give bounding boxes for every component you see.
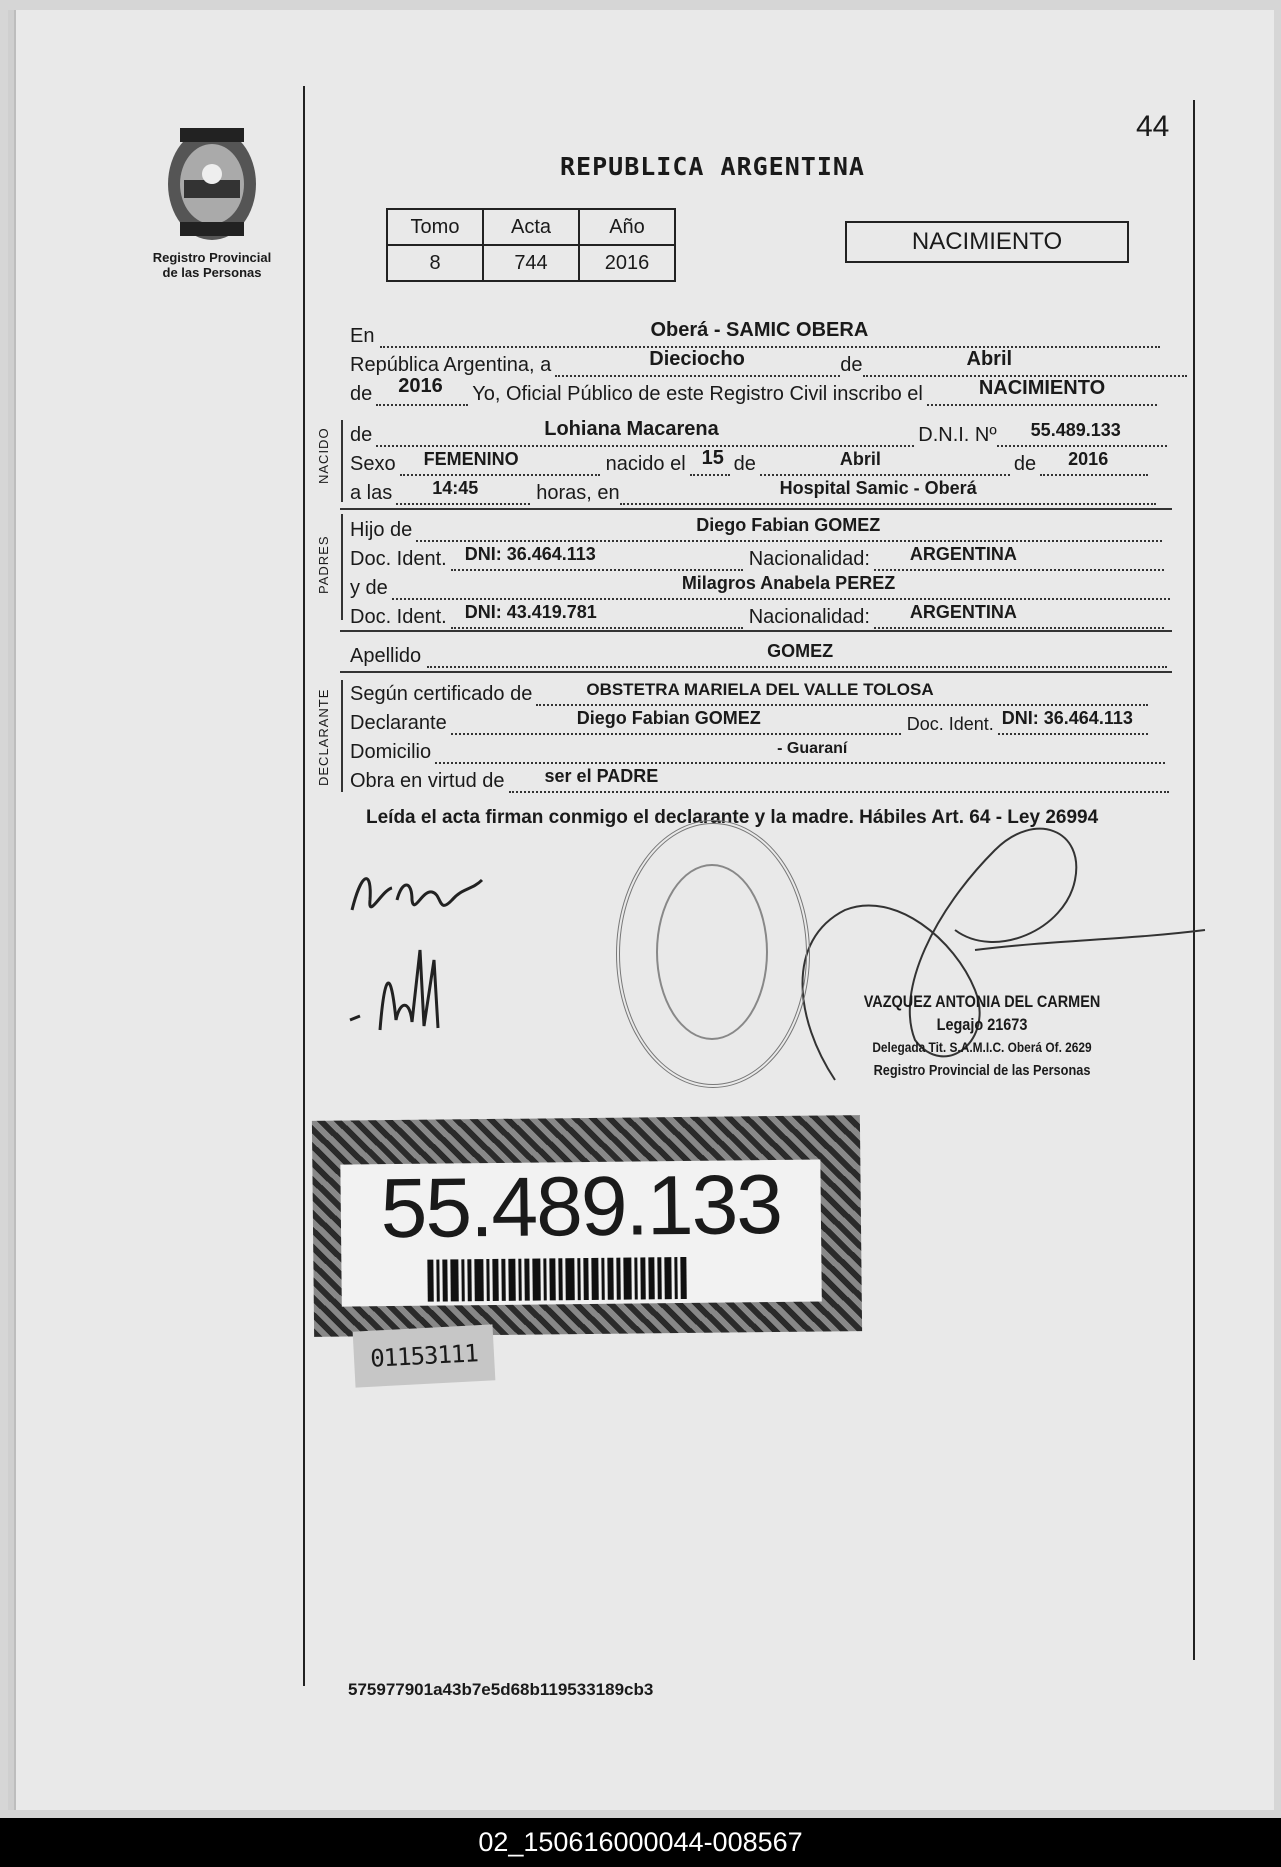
cert-field — [536, 680, 1148, 706]
padres-bar — [341, 514, 343, 620]
y-de-label: y de — [350, 577, 388, 599]
country-title: REPUBLICA ARGENTINA — [560, 152, 865, 181]
declarante-label: Declarante — [350, 712, 447, 734]
register-value-ano: 2016 — [579, 245, 675, 281]
birth-year-value: 2016 — [1068, 449, 1109, 469]
registry-label-line1: Registro Provincial — [152, 250, 272, 265]
padres-section-label: PADRES — [316, 535, 331, 594]
domicilio-value: - Guaraní — [777, 740, 848, 757]
mother-nat-field — [874, 602, 1164, 629]
apellido-label: Apellido — [350, 645, 422, 667]
father-nat-label: Nacionalidad: — [748, 548, 870, 570]
obra-label: Obra en virtud de — [350, 770, 505, 792]
mother-doc-value: DNI: 43.419.781 — [464, 602, 597, 622]
father-doc-field — [451, 544, 743, 571]
stamp-inner-ring — [656, 864, 768, 1040]
mother-value: Milagros Anabela PEREZ — [681, 573, 896, 593]
nacido-bar — [341, 420, 343, 502]
father-nat-value: ARGENTINA — [909, 544, 1017, 564]
nacido-de-label: de — [350, 424, 373, 446]
father-value: Diego Fabian GOMEZ — [696, 515, 881, 535]
nacido-section-label: NACIDO — [316, 427, 331, 484]
mother-nat-label: Nacionalidad: — [748, 606, 870, 628]
mother-nat-value: ARGENTINA — [909, 602, 1017, 622]
alas-label: a las — [350, 482, 393, 504]
birth-month-field — [760, 449, 1010, 476]
child-name-field — [376, 418, 914, 447]
declarante-bar — [341, 680, 343, 792]
obra-value: ser el PADRE — [544, 766, 659, 786]
declarante-line-3 — [350, 736, 1165, 764]
birth-day-field — [690, 447, 730, 476]
signature-madre — [340, 940, 470, 1040]
intro-line-2 — [350, 349, 1187, 377]
ticket-number: 01153111 — [353, 1324, 496, 1387]
official-stamp-icon — [616, 820, 810, 1088]
barcode-number: 55.489.133 — [380, 1156, 782, 1256]
nacido-el-label: nacido el — [605, 453, 686, 475]
nacido-line-1 — [350, 419, 1167, 447]
left-margin-rule — [303, 86, 305, 1686]
padres-divider — [340, 630, 1172, 632]
en-label: En — [350, 325, 375, 347]
padres-line-4 — [350, 601, 1164, 629]
barcode-label — [312, 1115, 862, 1337]
officer-block — [855, 990, 1110, 1082]
birth-year-field — [1040, 449, 1148, 476]
decl-doc-field — [998, 708, 1148, 735]
yo-label: Yo, Oficial Público de este Registro Civil inscribo el — [472, 383, 923, 405]
sexo-field — [400, 449, 600, 476]
decl-doc-label: Doc. Ident. — [906, 714, 994, 734]
act-field — [927, 377, 1157, 406]
apellido-field — [427, 641, 1167, 668]
act-type-box: NACIMIENTO — [845, 221, 1129, 263]
birth-place-field — [620, 478, 1156, 505]
time-value: 14:45 — [432, 478, 479, 498]
cert-value: OBSTETRA MARIELA DEL VALLE TOLOSA — [586, 680, 934, 699]
birth-de-label: de — [733, 453, 756, 475]
signature-declarante — [342, 860, 492, 930]
day-value: Dieciocho — [649, 348, 745, 370]
mother-field — [392, 573, 1170, 600]
nacido-divider — [340, 508, 1172, 510]
officer-name: VAZQUEZ ANTONIA DEL CARMEN — [863, 992, 1101, 1011]
birth-month-value: Abril — [839, 449, 881, 469]
declarante-line-1 — [350, 678, 1148, 706]
closing-text: Leída el acta firman conmigo el declarante y la madre. Hábiles Art. 64 - Ley 26994 — [366, 807, 1099, 828]
declarante-line-4 — [350, 765, 1169, 793]
register-value-acta: 744 — [483, 245, 579, 281]
father-doc-label: Doc. Ident. — [350, 548, 447, 570]
register-header-acta: Acta — [483, 209, 579, 245]
month-field — [863, 348, 1187, 377]
birth-day-value: 15 — [701, 447, 724, 469]
padres-line-1 — [350, 514, 1162, 542]
child-dni-field — [997, 420, 1167, 447]
registry-label — [140, 250, 284, 280]
nacido-line-3 — [350, 477, 1156, 505]
officer-role: Delegada Tit. S.A.M.I.C. Oberá Of. 2629 — [872, 1039, 1092, 1055]
birth-place-value: Hospital Samic - Oberá — [779, 478, 977, 498]
de-label: de — [840, 354, 863, 376]
birth-de2-label: de — [1013, 453, 1037, 475]
day-field — [555, 348, 840, 377]
month-value: Abril — [966, 348, 1013, 370]
officer-org: Registro Provincial de las Personas — [873, 1062, 1091, 1079]
mother-doc-field — [451, 602, 743, 629]
registry-label-line2: de las Personas — [162, 265, 262, 280]
register-header-ano: Año — [579, 209, 675, 245]
apellido-value: GOMEZ — [767, 641, 834, 661]
cert-label: Según certificado de — [350, 683, 533, 705]
intro-line-3 — [350, 375, 1157, 406]
place-value: Oberá - SAMIC OBERA — [650, 319, 869, 341]
nacido-line-2 — [350, 448, 1148, 476]
document-hash: 575977901a43b7e5d68b119533189cb3 — [348, 1680, 654, 1699]
page-number: 44 — [1136, 110, 1170, 143]
sexo-label: Sexo — [350, 453, 396, 475]
father-field — [416, 515, 1162, 542]
barcode-inner — [340, 1156, 821, 1307]
child-dni-value: 55.489.133 — [1030, 420, 1121, 440]
declarante-field — [451, 708, 901, 735]
apellido-divider — [340, 671, 1172, 673]
footer-id: 02_150616000044-008567 — [0, 1818, 1281, 1867]
domicilio-label: Domicilio — [350, 741, 432, 763]
mother-doc-label: Doc. Ident. — [350, 606, 447, 628]
apellido-line — [350, 640, 1167, 668]
father-nat-field — [874, 544, 1164, 571]
domicilio-field — [435, 742, 1165, 764]
barcode-bars-icon — [427, 1256, 747, 1301]
padres-line-2 — [350, 543, 1164, 571]
decl-doc-value: DNI: 36.464.113 — [1001, 708, 1133, 728]
register-table — [386, 208, 676, 282]
republica-label: República Argentina, a — [350, 354, 552, 376]
year-value: 2016 — [398, 375, 443, 397]
year-field — [376, 375, 468, 406]
horas-label: horas, en — [536, 482, 620, 504]
time-field — [396, 478, 530, 505]
de2-label: de — [350, 383, 373, 405]
declarante-section-label: DECLARANTE — [316, 688, 331, 786]
officer-legajo: Legajo 21673 — [936, 1015, 1028, 1034]
father-doc-value: DNI: 36.464.113 — [464, 544, 596, 564]
province-coat-of-arms-icon — [160, 122, 264, 246]
register-value-tomo: 8 — [387, 245, 483, 281]
register-header-tomo: Tomo — [387, 209, 483, 245]
declarante-value: Diego Fabian GOMEZ — [576, 708, 761, 728]
intro-line-1 — [350, 320, 1160, 348]
sexo-value: FEMENINO — [423, 449, 519, 469]
child-name-value: Lohiana Macarena — [544, 418, 719, 440]
padres-line-3 — [350, 572, 1170, 600]
act-value: NACIMIENTO — [978, 377, 1106, 399]
hijo-label: Hijo de — [350, 519, 413, 541]
declarante-line-2 — [350, 707, 1148, 735]
place-field — [380, 319, 1160, 348]
dni-label: D.N.I. Nº — [918, 424, 997, 446]
